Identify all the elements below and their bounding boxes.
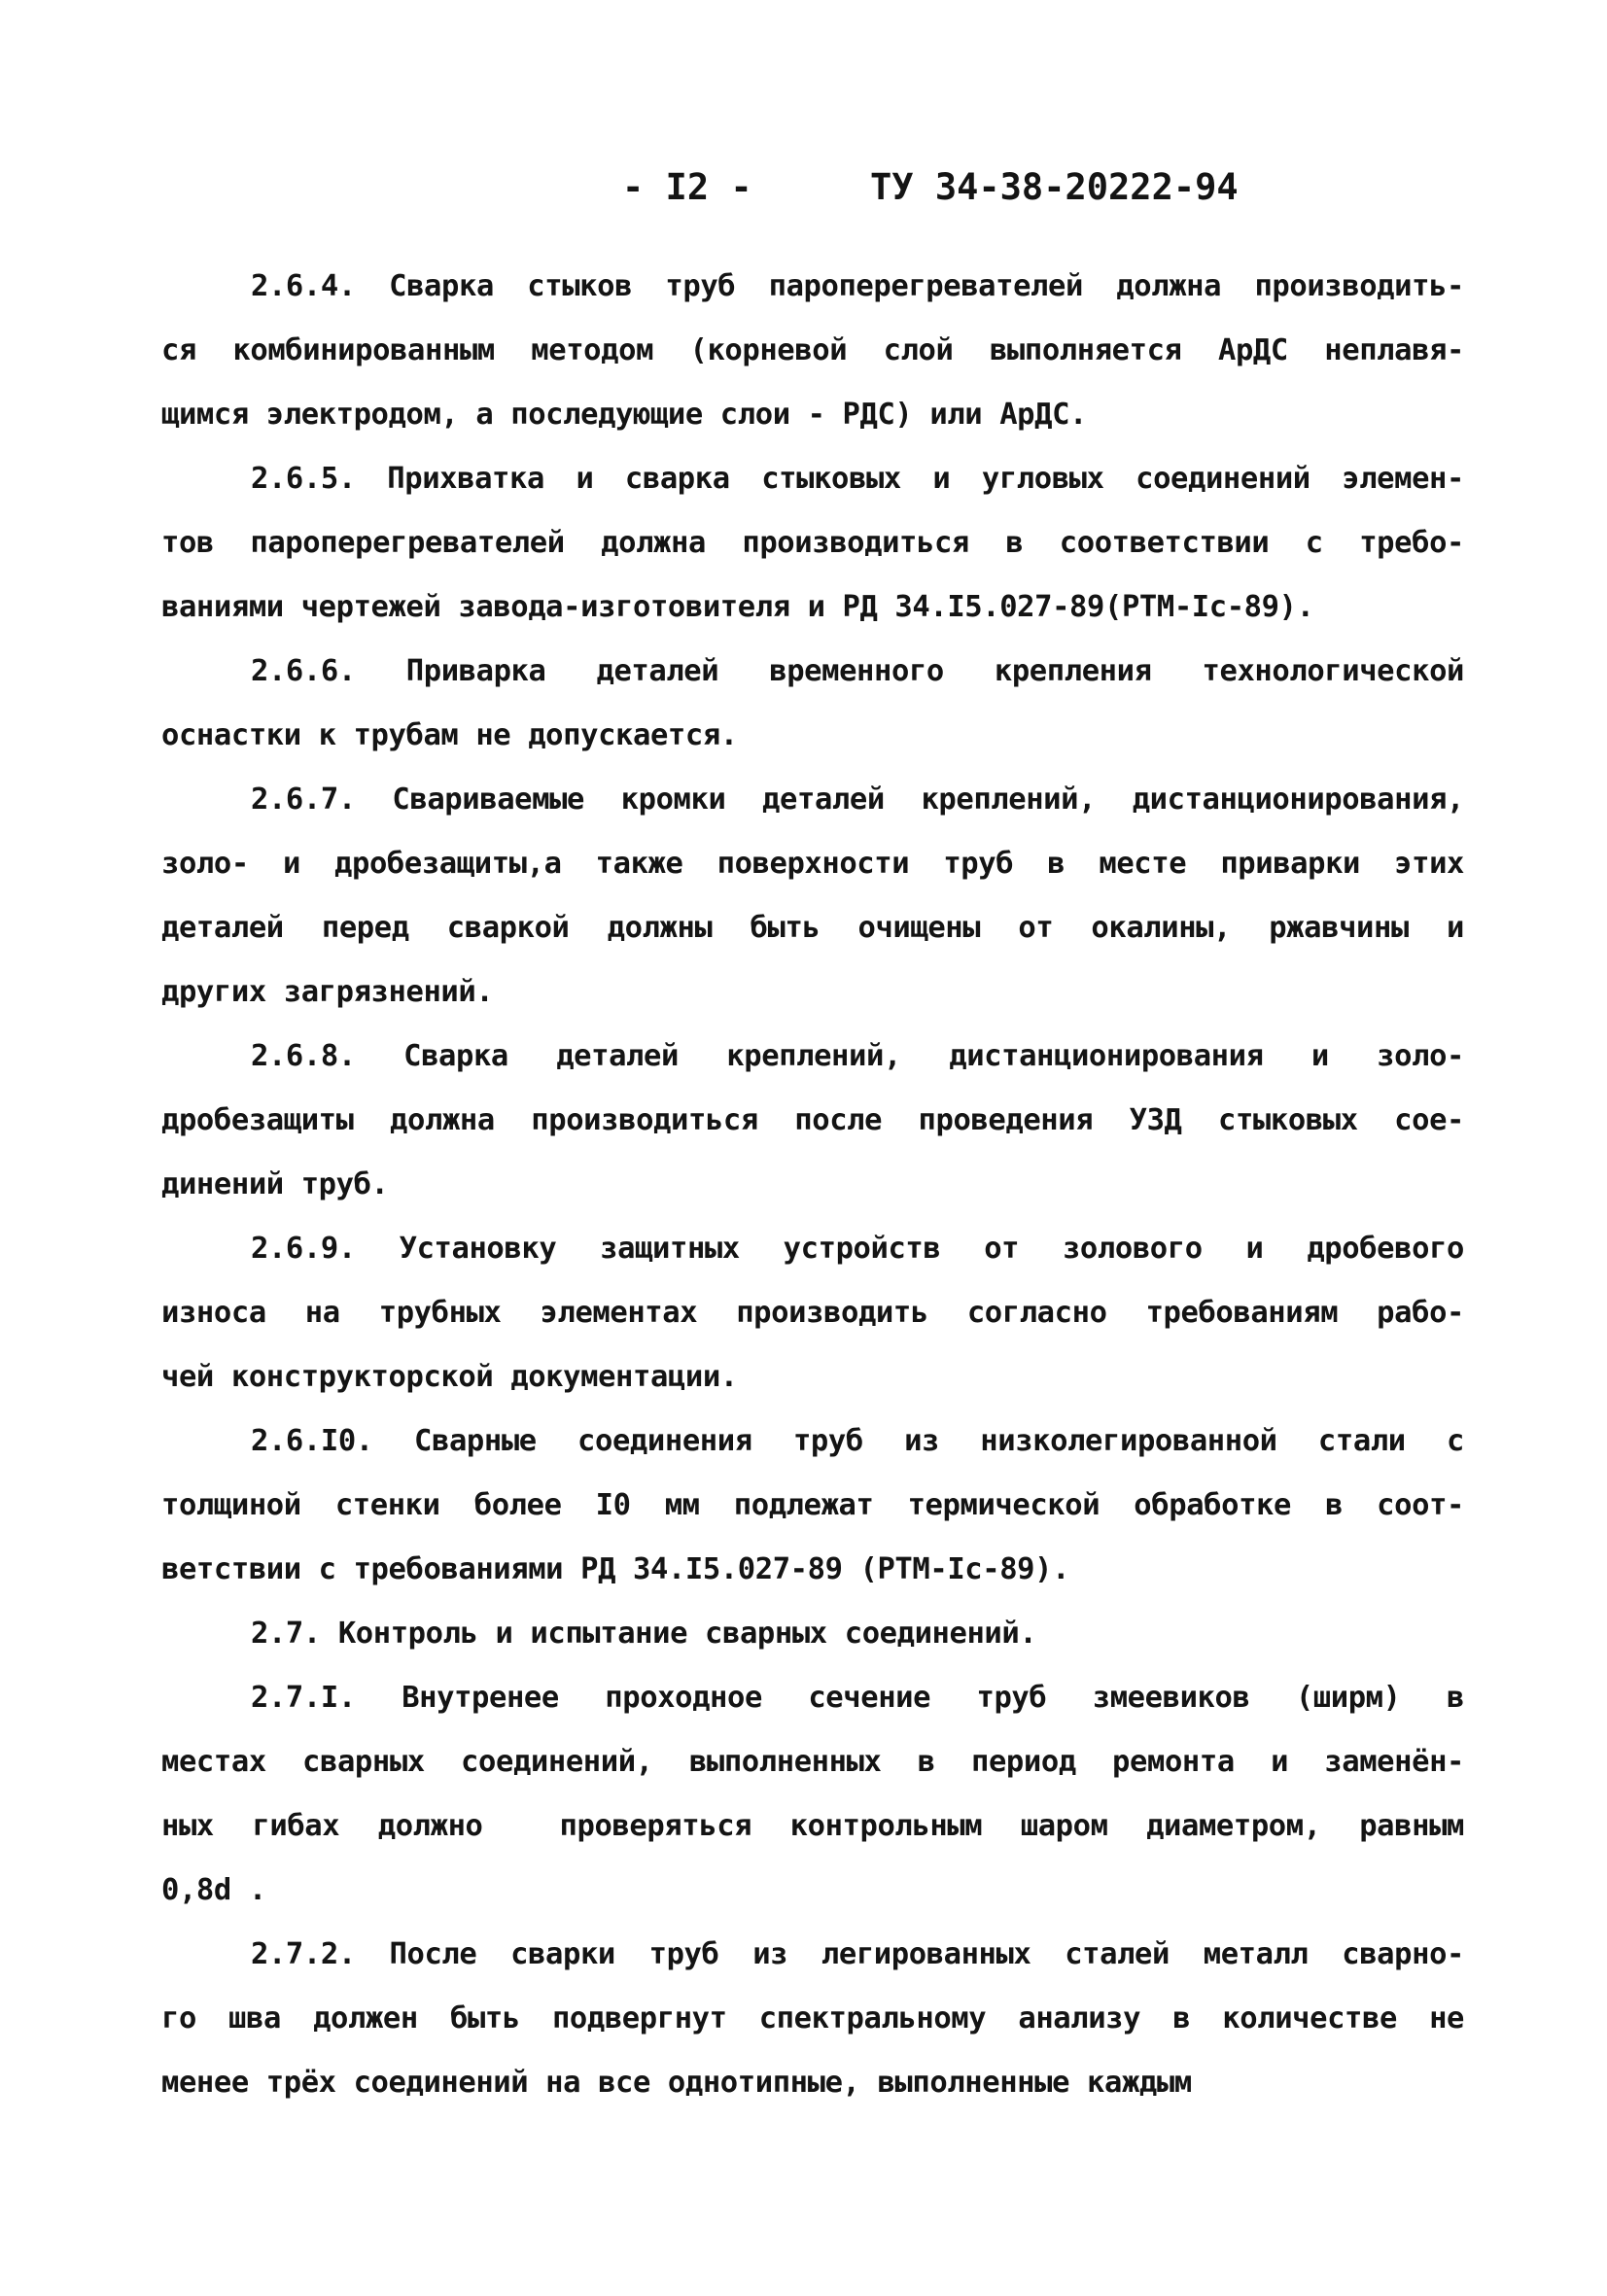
- paragraph-line: 0,8d .: [161, 1873, 266, 1907]
- paragraph-line: 2.6.6. Приварка деталей временного крепления технологической: [251, 654, 1464, 688]
- paragraph-line: 2.7.2. После сварки труб из легированных сталей металл сварно-: [251, 1937, 1464, 1971]
- paragraph-line: динений труб.: [161, 1167, 389, 1201]
- paragraph: [161, 255, 1464, 447]
- paragraph-line: щимся электродом, а последующие слои - РДС) или АрДС.: [161, 398, 1088, 432]
- paragraph: [161, 1666, 1464, 1923]
- paragraph: [161, 1409, 1464, 1602]
- paragraph: [161, 1025, 1464, 1217]
- document-body: [161, 255, 1464, 2115]
- paragraph: [161, 768, 1464, 1025]
- paragraph-line: 2.6.4. Сварка стыков труб пароперегревателей должна производить-: [251, 269, 1464, 303]
- paragraph: [161, 1602, 1464, 1666]
- paragraph-line: 2.6.7. Свариваемые кромки деталей креплений, дистанционирования,: [251, 783, 1464, 817]
- paragraph-line: ся комбинированным методом (корневой слой выполняется АрДС неплавя-: [161, 333, 1464, 367]
- paragraph-line: деталей перед сваркой должны быть очищены от окалины, ржавчины и: [161, 911, 1464, 945]
- paragraph-line: местах сварных соединений, выполненных в период ремонта и заменён-: [161, 1745, 1464, 1779]
- paragraph-line: 2.7.I. Внутренее проходное сечение труб змеевиков (ширм) в: [251, 1681, 1464, 1715]
- paragraph-line: 2.6.9. Установку защитных устройств от золового и дробевого: [251, 1232, 1464, 1266]
- paragraph-line: го шва должен быть подвергнут спектральному анализу в количестве не: [161, 2001, 1464, 2035]
- paragraph-line: 2.6.5. Прихватка и сварка стыковых и угловых соединений элемен-: [251, 462, 1464, 496]
- paragraph-line: износа на трубных элементах производить согласно требованиям рабо-: [161, 1296, 1464, 1330]
- paragraph-line: других загрязнений.: [161, 975, 494, 1009]
- paragraph: [161, 640, 1464, 768]
- page-header: [0, 163, 1607, 212]
- paragraph-line: 2.6.I0. Сварные соединения труб из низколегированной стали с: [251, 1424, 1464, 1458]
- paragraph-line: ваниями чертежей завода-изготовителя и РД 34.I5.027-89(РТМ-Iс-89).: [161, 590, 1314, 624]
- document-code: ТУ 34-38-20222-94: [870, 166, 1239, 208]
- paragraph-line: ных гибах должно проверяться контрольным шаром диаметром, равным: [161, 1809, 1464, 1843]
- paragraph-line: ветствии с требованиями РД 34.I5.027-89 (РТМ-Iс-89).: [161, 1552, 1070, 1586]
- paragraph-line: 2.6.8. Сварка деталей креплений, дистанционирования и золо-: [251, 1039, 1464, 1073]
- paragraph-line: оснастки к трубам не допускается.: [161, 718, 738, 752]
- paragraph-line: менее трёх соединений на все однотипные, выполненные каждым: [161, 2066, 1192, 2100]
- paragraph-line: золо- и дробезащиты,а также поверхности труб в месте приварки этих: [161, 847, 1464, 881]
- paragraph-line: дробезащиты должна производиться после проведения УЗД стыковых сое-: [161, 1103, 1464, 1137]
- paragraph-line: толщиной стенки более I0 мм подлежат термической обработке в соот-: [161, 1488, 1464, 1522]
- paragraph: [161, 447, 1464, 640]
- paragraph: [161, 1923, 1464, 2115]
- paragraph-line: тов пароперегревателей должна производиться в соответствии с требо-: [161, 526, 1464, 560]
- paragraph-line: чей конструкторской документации.: [161, 1360, 738, 1394]
- page-number: - I2 -: [622, 166, 752, 208]
- paragraph: [161, 1217, 1464, 1409]
- paragraph-line: 2.7. Контроль и испытание сварных соединений.: [251, 1617, 1037, 1651]
